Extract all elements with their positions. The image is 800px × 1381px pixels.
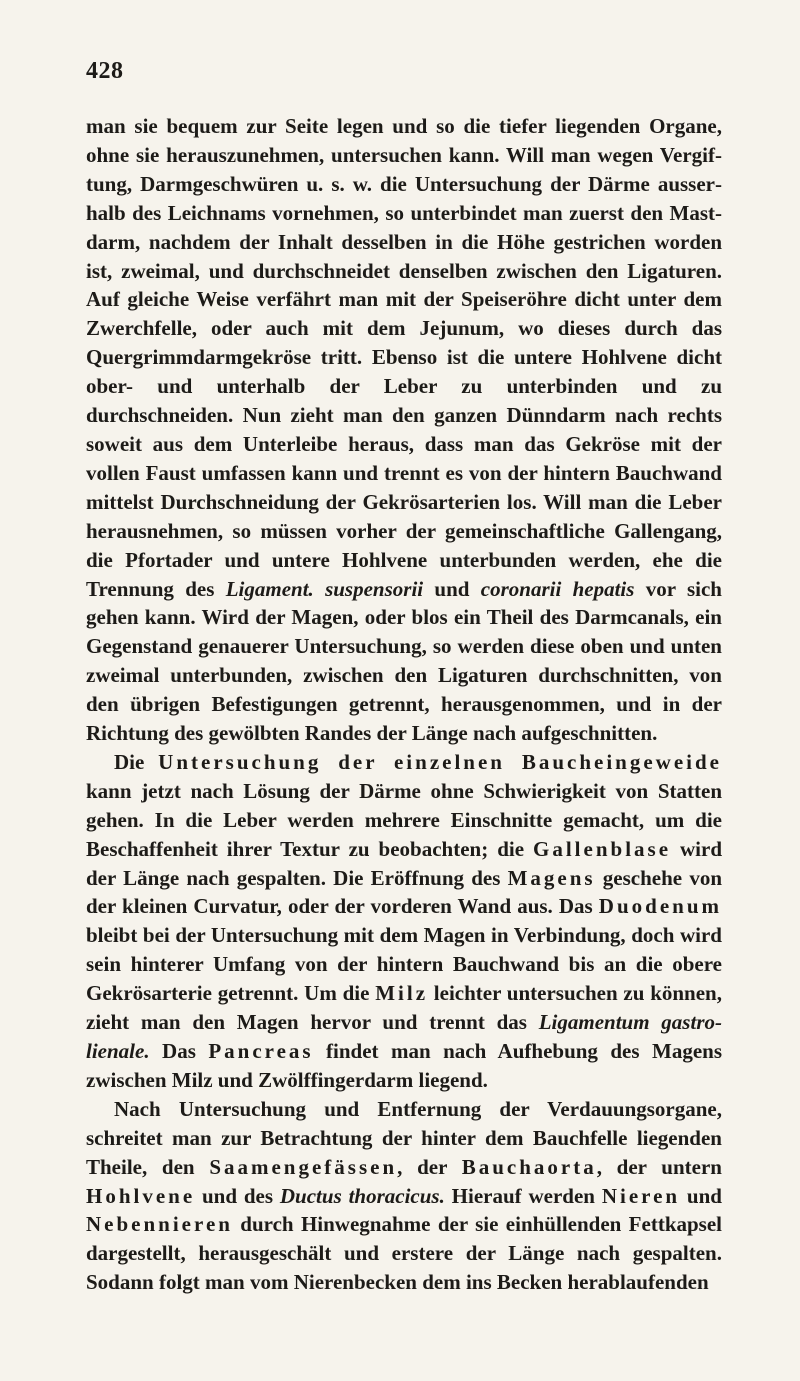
text-run: man sie bequem zur Seite legen und so die tiefer liegenden Organe, ohne sie herauszunehmen, untersuchen kann. Will man wegen Vergiftung, Darmgeschwüren u. s. w. die Untersuchung der Därme ausserhalb des Leichnams vornehmen, so unterbindet man zuerst den Mastdarm, nachdem der Inhalt desselben in die Höhe gestrichen worden ist, zweimal, und durchschneidet denselben zwischen den Ligaturen. Auf gleiche Weise verfährt man mit der Speiseröhre dicht unter dem Zwerchfelle, oder auch mit dem Jejunum, wo dieses durch das Quergrimmdarmgekröse tritt. Ebenso ist die untere Hohlvene dicht ober- und unterhalb der Leber zu unterbinden und zu durchschneiden. Nun zieht man den ganzen Dünndarm nach rechts soweit aus dem Unterleibe heraus, dass man das Gekröse mit der vollen Faust umfassen kann und trennt es von der hintern Bauchwand mittelst Durchschneidung der Gekrösarterien los. Will man die Leber herausnehmen, so müssen vorher der gemeinschaftliche Gallengang, die Pfortader und untere Hohlvene unterbunden werden, ehe die Trennung des [86, 114, 722, 601]
paragraph-1 [86, 112, 722, 748]
text-run: und des [195, 1183, 280, 1208]
text-run: und [680, 1183, 722, 1208]
spaced-term: Bauchaorta [461, 1154, 597, 1179]
spaced-term: Nebennieren [86, 1212, 233, 1237]
text-run: Nach Untersuchung und Entfernung der Verdauungsorgane, schreitet man zur Betrachtung der hinter dem Bauchfelle liegenden Theile, den [86, 1096, 722, 1179]
text-run: geschehe von der kleinen Curvatur, oder der vorderen Wand aus. Das [86, 865, 722, 919]
body-text [86, 112, 722, 1297]
italic-term: Ductus thoracicus. [279, 1183, 445, 1208]
spaced-term: Gallenblase [533, 836, 672, 861]
paragraph-3 [86, 1095, 722, 1297]
text-run: wird der Länge nach gespalten. Die Eröffnung des [86, 836, 723, 890]
text-run: durch Hinwegnahme der sie einhüllenden Fettkapsel dargestellt, herausgeschält und erstere der Länge nach gespalten. Sodann folgt man vom Nierenbecken dem ins Becken herablaufenden [86, 1212, 722, 1295]
text-run: Hierauf werden [444, 1183, 602, 1208]
text-run: leichter untersuchen zu können, zieht man den Magen hervor und trennt das [86, 981, 722, 1035]
spaced-term: Untersuchung der einzelnen Baucheingeweide [158, 749, 722, 774]
italic-term: coronarii hepatis [480, 576, 635, 601]
paragraph-2 [86, 748, 722, 1095]
text-run: und [423, 576, 481, 601]
spaced-term: Duodenum [598, 894, 722, 919]
text-run: , der untern [596, 1154, 722, 1179]
text-run: findet man nach Aufhebung des Magens zwischen Milz und Zwölffingerdarm liegend. [86, 1039, 722, 1092]
italic-term: Ligamentum gastro-lienale. [86, 1010, 722, 1063]
italic-term: Ligament. suspensorii [225, 576, 424, 601]
spaced-term: Pancreas [208, 1039, 314, 1063]
text-run: bleibt bei der Untersuchung mit dem Magen in Verbindung, doch wird sein hinterer Umfang von der hintern Bauchwand bis an die obere Gekrösarterie getrennt. Um die [86, 923, 722, 1006]
text-run: Die [114, 749, 159, 774]
text-run: Das [149, 1039, 209, 1063]
spaced-term: Saamengefässen [209, 1154, 398, 1179]
text-run: vor sich gehen kann. Wird der Magen, oder blos ein Theil des Darmcanals, ein Gegenstand genauerer Untersuchung, so werden diese oben und unten zweimal unterbunden, zwischen den Ligaturen durchschnitten, von den übrigen Befestigungen getrennt, herausgenommen, und in der Richtung des gewölbten Randes der Länge nach aufgeschnitten. [86, 576, 722, 746]
text-run: kann jetzt nach Lösung der Därme ohne Schwierigkeit von Statten gehen. In die Leber werden mehrere Einschnitte gemacht, um die Beschaffenheit ihrer Textur zu beobachten; die [86, 778, 722, 861]
spaced-term: Nieren [601, 1183, 681, 1208]
spaced-term: Hohlvene [86, 1183, 196, 1208]
text-run: , der [397, 1154, 462, 1179]
spaced-term: Magens [507, 865, 596, 890]
page-number: 428 [86, 58, 124, 84]
spaced-term: Milz [375, 981, 429, 1006]
